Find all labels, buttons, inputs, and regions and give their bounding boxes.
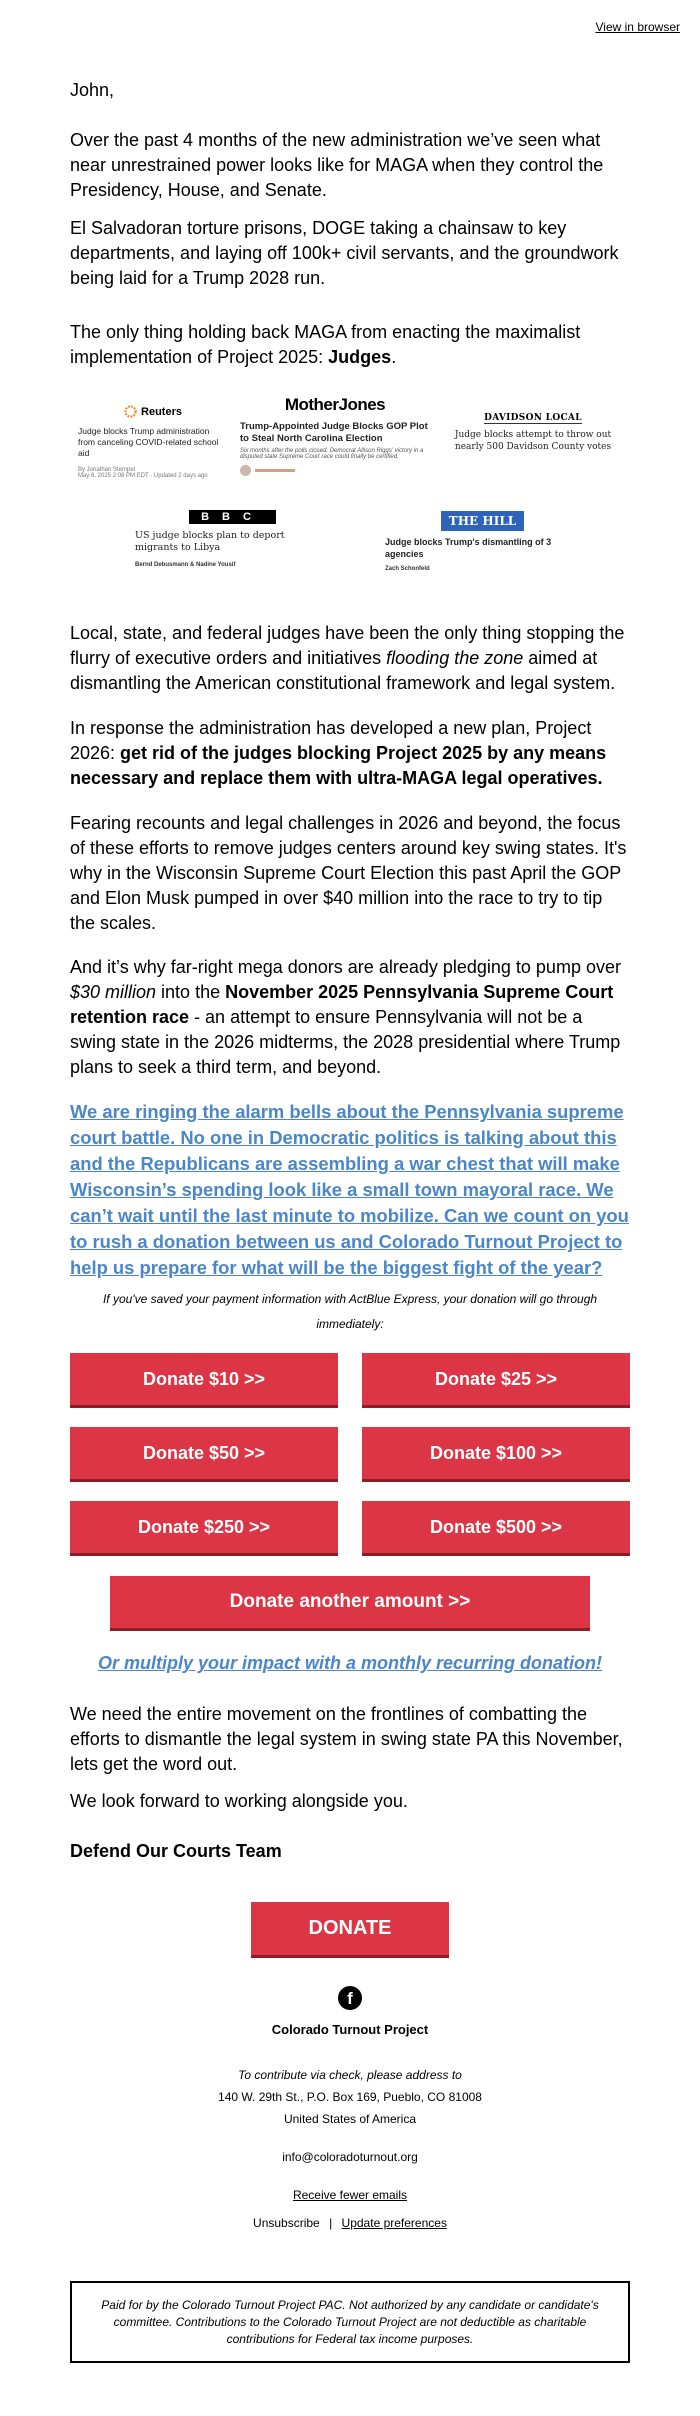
reuters-logo-icon (124, 405, 137, 418)
actblue-note: If you've saved your payment information with ActBlue Express, your donation will go through immediately: (102, 1292, 598, 1331)
signoff: Defend Our Courts Team (70, 1841, 282, 1861)
motherjones-author-row (240, 465, 430, 476)
check-note: To contribute via check, please address to (238, 2068, 462, 2082)
contact-email[interactable]: info@coloradoturnout.org (282, 2150, 418, 2164)
alarm-donation-link[interactable]: We are ringing the alarm bells about the Pennsylvania supreme court battle. No one in Democratic politics is talking about this and the Republicans are assembling a war chest that will make Wisconsin’s spending look like a small town mayoral race. We can’t wait until the last minute to mobilize. Can we count on you to rush a donation between us and Colorado Turnout Project to help us prepare for what will be the biggest fight of the year? (70, 1101, 629, 1278)
author-avatar (240, 465, 251, 476)
news-card-reuters (78, 405, 228, 479)
thirty-million-emphasis: $30 million (70, 982, 157, 1002)
update-preferences-link[interactable]: Update preferences (341, 2216, 447, 2230)
motherjones-headline: Trump-Appointed Judge Blocks GOP Plot to Steal North Carolina Election (240, 421, 428, 444)
judges-emphasis: Judges (328, 347, 392, 367)
monthly-recurring-link[interactable]: Or multiply your impact with a monthly recurring donation! (97, 1653, 603, 1673)
donate-500-button[interactable]: Donate $500 >> (362, 1501, 630, 1556)
bbc-headline: US judge blocks plan to deport migrants to Libya (135, 530, 285, 553)
bbc-logo (135, 510, 330, 524)
news-card-davidson (442, 405, 624, 453)
unsubscribe-link[interactable]: Unsubscribe (253, 2216, 320, 2230)
donate-50-button[interactable]: Donate $50 >> (70, 1427, 338, 1482)
view-in-browser-link[interactable]: View in browser (595, 20, 680, 34)
disclaimer-box (70, 2281, 630, 2363)
paragraph-8: We need the entire movement on the frontlines of combatting the efforts to dismantle the legal system in swing state PA this November, lets get the word out. (70, 1704, 623, 1774)
davidson-publisher: DAVIDSON LOCAL (484, 413, 582, 423)
reuters-date: May 6, 2025 2:08 PM EDT · Updated 2 days ago (78, 473, 208, 479)
thehill-byline: Zach Schonfeld (385, 566, 430, 572)
alarm-paragraph (70, 1099, 630, 1281)
news-card-motherjones (240, 395, 430, 476)
paragraph-2: El Salvadoran torture prisons, DOGE taking a chainsaw to key departments, and laying off 100k+ civil servants, and the groundwork being laid for a Trump 2028 run. (70, 218, 619, 288)
country: United States of America (283, 2112, 417, 2126)
footer-separator: | (329, 2216, 333, 2230)
receive-fewer-emails-link[interactable]: Receive fewer emails (292, 2188, 408, 2202)
motherjones-dek: Six months after the polls closed, Democrat Allison Riggs' victory in a disputed state Supreme Court race could finally be certified. (240, 448, 424, 460)
paragraph-3: The only thing holding back MAGA from enacting the maximalist implementation of Project 2025: Judges. (70, 322, 581, 367)
paragraph-9: We look forward to working alongside you. (70, 1791, 408, 1811)
donate-250-button[interactable]: Donate $250 >> (70, 1501, 338, 1556)
news-collage-image (70, 395, 630, 595)
donate-another-amount-button[interactable]: Donate another amount >> (110, 1576, 590, 1631)
disclaimer-text: Paid for by the Colorado Turnout Project PAC. Not authorized by any candidate or candidate's committee. Contributions to the Colorado Turnout Project are not deductible as charitable contributions for Federal tax income purposes. (101, 2297, 599, 2346)
paragraph-5: In response the administration has developed a new plan, Project 2026: get rid of the judges blocking Project 2025 by any means necessary and replace them with ultra-MAGA legal operatives. (70, 718, 607, 788)
org-name: Colorado Turnout Project (271, 2022, 429, 2037)
davidson-headline: Judge blocks attempt to throw out nearly 500 Davidson County votes (454, 430, 612, 452)
reuters-publisher: Reuters (141, 405, 182, 418)
footer-links-row (70, 2216, 630, 2230)
paragraph-6: Fearing recounts and legal challenges in 2026 and beyond, the focus of these efforts to remove judges centers around key swing states. It's why in the Wisconsin Supreme Court Election this past April the GOP and Elon Musk pumped in over $40 million into the race to try to tip the scales. (70, 813, 627, 933)
donate-100-button[interactable]: Donate $100 >> (362, 1427, 630, 1482)
bbc-byline: Bernd Debusmann & Nadine Yousif (135, 562, 236, 568)
project-2026-emphasis: get rid of the judges blocking Project 2025 by any means necessary and replace them with ultra-MAGA legal operatives. (70, 743, 607, 788)
author-line-decoration (255, 469, 295, 472)
thehill-headline: Judge blocks Trump's dismantling of 3 agencies (385, 537, 552, 559)
mailing-address: 140 W. 29th St., P.O. Box 169, Pueblo, CO 81008 (218, 2090, 482, 2104)
reuters-headline: Judge blocks Trump administration from canceling COVID-related school aid (78, 426, 219, 458)
flooding-zone-emphasis: flooding the zone (386, 648, 524, 668)
donate-10-button[interactable]: Donate $10 >> (70, 1353, 338, 1408)
donate-main-button[interactable]: DONATE (251, 1902, 449, 1958)
motherjones-publisher: MotherJones (284, 395, 386, 414)
facebook-icon[interactable]: f (338, 1986, 362, 2010)
reuters-byline: By Jonathan Stempel (78, 467, 136, 473)
paragraph-4: Local, state, and federal judges have been the only thing stopping the flurry of executive orders and initiatives flooding the zone aimed at dismantling the American constitutional framework and legal system. (70, 623, 625, 693)
paragraph-7: And it’s why far-right mega donors are already pledging to pump over $30 million into the November 2025 Pennsylvania Supreme Court retention race - an attempt to ensure Pennsylvania will not be a swing state in the 2026 midterms, the 2028 presidential where Trump plans to seek a third term, and beyond. (70, 957, 621, 1077)
bbc-publisher: BBC (189, 510, 276, 524)
news-card-bbc (135, 510, 330, 568)
donate-25-button[interactable]: Donate $25 >> (362, 1353, 630, 1408)
greeting: John, (70, 80, 115, 100)
pa-retention-race-emphasis: November 2025 Pennsylvania Supreme Court retention race (70, 982, 614, 1027)
paragraph-1: Over the past 4 months of the new administration we’ve seen what near unrestrained power looks like for MAGA when they control the Presidency, House, and Senate. (70, 130, 604, 200)
thehill-publisher: THE HILL (441, 511, 524, 531)
news-card-thehill (385, 510, 580, 572)
